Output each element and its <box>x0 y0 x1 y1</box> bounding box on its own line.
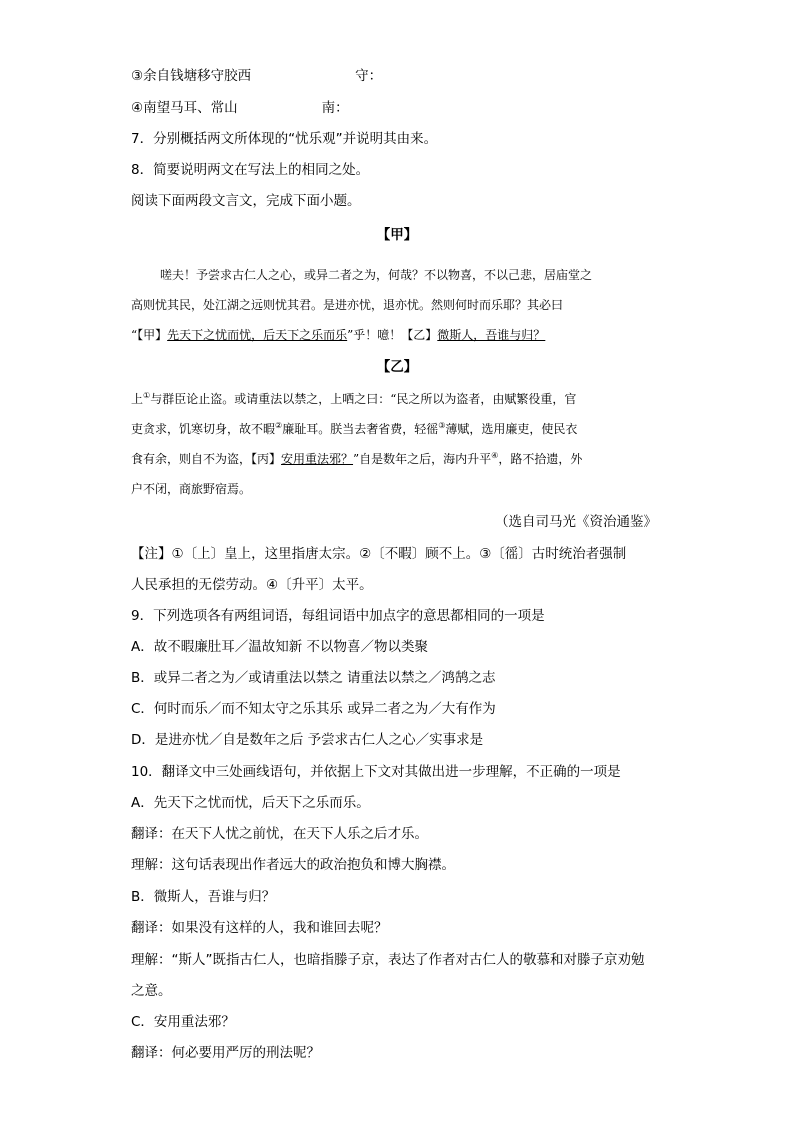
passage-jia-line-3 <box>131 325 545 345</box>
question-9-stem: 9．下列选项各有两组词语，每组词语中加点字的意思都相同的一项是 <box>131 608 545 624</box>
text-span: 食有余，则自不为盗，【丙】 <box>131 452 282 466</box>
fill-item-3-label: ③余自钱塘移守胶西 <box>131 68 252 84</box>
footnote-marker: ① <box>143 391 151 400</box>
passage-yi-heading: 【乙】 <box>376 359 418 375</box>
text-span: 廉耻耳。朕当去奢省费，轻徭 <box>282 422 439 436</box>
fill-item-3-end: 守： <box>355 68 383 84</box>
question-10-option-b-understanding: 理解：“斯人”既指古仁人，也暗指滕子京，表达了作者对古仁人的敬慕和对滕子京劝勉 <box>131 952 645 968</box>
passage-jia-line-1: 嗟夫！予尝求古仁人之心，或异二者之为，何哉？不以物喜，不以己悲，居庙堂之 <box>160 268 593 282</box>
underlined-sentence-bing: 安用重法邪？ <box>281 452 354 466</box>
question-9-option-d: D．是进亦忧／自是数年之后 予尝求古仁人之心／实事求是 <box>131 732 484 748</box>
passage-jia-line-2: 高则忧其民，处江湖之远则忧其君。是进亦忧，退亦忧。然则何时而乐耶？其必曰 <box>131 298 564 312</box>
passage-yi-line-2 <box>131 419 577 439</box>
question-10-option-c-translation: 翻译：何必要用严厉的刑法呢？ <box>131 1045 320 1061</box>
footnote-marker: ② <box>275 421 283 430</box>
text-span: 薄赋，选用廉吏，使民衣 <box>445 422 578 436</box>
passage-yi-line-1 <box>131 389 576 409</box>
notes-line-2: 人民承担的无偿劳动。④〔升平〕太平。 <box>131 577 373 593</box>
footnote-marker: ④ <box>491 451 499 460</box>
passage-source: （选自司马光《资治通鉴》 <box>495 514 657 530</box>
text-span: ，路不拾遗，外 <box>498 452 583 466</box>
fill-item-4-label: ④南望马耳、常山 <box>131 100 238 116</box>
passage-yi-line-3 <box>131 449 582 469</box>
fill-item-3 <box>131 66 382 86</box>
footnote-marker: ③ <box>438 421 446 430</box>
text-span: 与群臣论止盗。或请重法以禁之，上哂之曰：“民之所以为盗者，由赋繁役重，官 <box>150 392 577 406</box>
question-10-option-c: C．安用重法邪？ <box>131 1014 235 1030</box>
question-8: 8．简要说明两文在写法上的相同之处。 <box>131 162 370 178</box>
reading-instruction: 阅读下面两段文言文，完成下面小题。 <box>131 193 361 209</box>
question-7: 7．分别概括两文所体现的“忧乐观”并说明其由来。 <box>131 131 438 147</box>
underlined-sentence-yi: 微斯人，吾谁与归？ <box>437 328 546 342</box>
question-9-option-c: C．何时而乐／而不知太守之乐其乐 或异二者之为／大有作为 <box>131 701 496 717</box>
question-10-option-b: B．微斯人，吾谁与归？ <box>131 889 276 905</box>
question-10-option-b-translation: 翻译：如果没有这样的人，我和谁回去呢？ <box>131 920 388 936</box>
underlined-sentence-jia: 先天下之忧而忧，后天下之乐而乐 <box>167 328 348 342</box>
fill-item-4 <box>131 98 349 118</box>
question-10-option-a-understanding: 理解：这句话表现出作者远大的政治抱负和博大胸襟。 <box>131 857 455 873</box>
text-span: “【甲】 <box>131 328 168 342</box>
fill-item-4-end: 南： <box>321 100 349 116</box>
question-9-option-b: B．或异二者之为／或请重法以禁之 请重法以禁之／鸿鹄之志 <box>131 670 496 686</box>
passage-jia-heading: 【甲】 <box>376 227 418 243</box>
notes-line-1: 【注】①〔上〕皇上，这里指唐太宗。②〔不暇〕顾不上。③〔徭〕古时统治者强制 <box>131 546 627 562</box>
question-10-option-b-understanding-cont: 之意。 <box>131 983 172 999</box>
question-10-stem: 10．翻译文中三处画线语句，并依据上下文对其做出进一步理解，不正确的一项是 <box>131 764 621 780</box>
text-span: ”自是数年之后，海内升平 <box>353 452 492 466</box>
text-span: 上 <box>131 392 144 406</box>
question-10-option-a: A．先天下之忧而忧，后天下之乐而乐。 <box>131 795 370 811</box>
question-9-option-a: A．故不暇廉肚耳／温故知新 不以物喜／物以类聚 <box>131 639 429 655</box>
text-span: 吏贪求，饥寒切身，故不暇 <box>131 422 276 436</box>
question-10-option-a-translation: 翻译：在天下人忧之前忧，在天下人乐之后才乐。 <box>131 826 428 842</box>
text-span: ”乎！噫！【乙】 <box>347 328 438 342</box>
passage-yi-line-4: 户不闭，商旅野宿焉。 <box>131 482 252 496</box>
